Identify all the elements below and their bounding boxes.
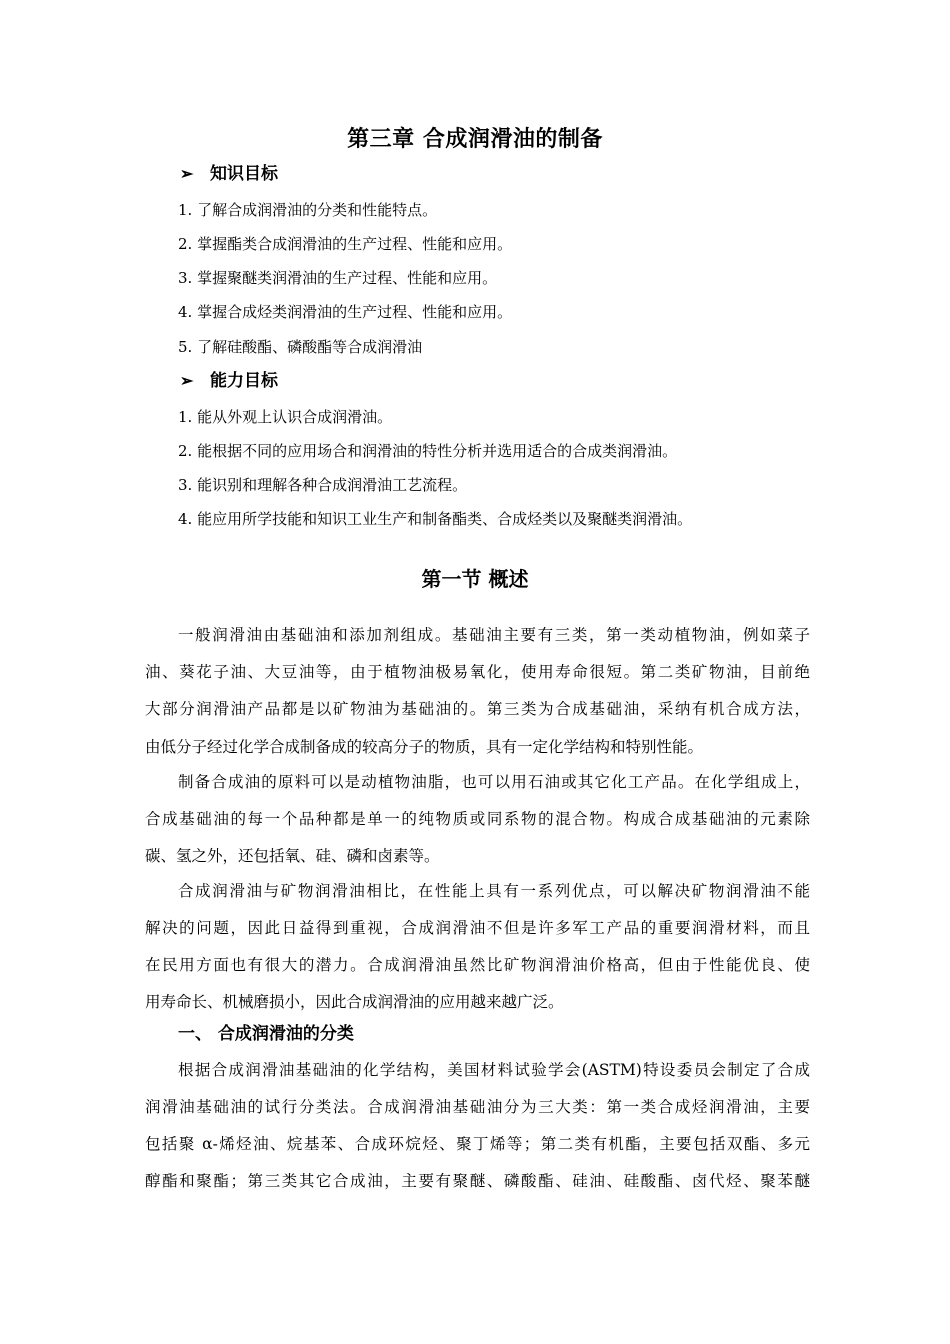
paragraph-line: 润滑油基础油的试行分类法。合成润滑油基础油分为三大类：第一类合成烃润滑油，主要 bbox=[145, 1098, 810, 1116]
paragraph-line: 用寿命长、机械磨损小，因此合成润滑油的应用越来越广泛。 bbox=[145, 993, 564, 1011]
ability-goal-item: 1. 能从外观上认识合成润滑油。 bbox=[178, 408, 393, 426]
ability-goal-item: 4. 能应用所学技能和知识工业生产和制备酯类、合成烃类以及聚醚类润滑油。 bbox=[178, 510, 693, 528]
knowledge-goals-label: 知识目标 bbox=[210, 164, 278, 184]
ability-goals-heading bbox=[180, 369, 278, 393]
subsection-heading: 一、 合成润滑油的分类 bbox=[178, 1024, 354, 1044]
paragraph-line: 包括聚 α-烯烃油、烷基苯、合成环烷烃、聚丁烯等；第二类有机酯，主要包括双酯、多元 bbox=[145, 1135, 810, 1153]
arrow-bullet-icon: ➢ bbox=[180, 371, 194, 390]
ability-goal-item: 3. 能识别和理解各种合成润滑油工艺流程。 bbox=[178, 476, 468, 494]
paragraph-line: 解决的问题，因此日益得到重视，合成润滑油不但是许多军工产品的重要润滑材料，而且 bbox=[145, 919, 810, 937]
paragraph-line: 制备合成油的原料可以是动植物油脂，也可以用石油或其它化工产品。在化学组成上， bbox=[178, 773, 810, 791]
paragraph-line: 油、葵花子油、大豆油等，由于植物油极易氧化，使用寿命很短。第二类矿物油，目前绝 bbox=[145, 663, 810, 681]
paragraph-line: 合成基础油的每一个品种都是单一的纯物质或同系物的混合物。构成合成基础油的元素除 bbox=[145, 810, 810, 828]
paragraph-line: 根据合成润滑油基础油的化学结构，美国材料试验学会(ASTM)特设委员会制定了合成 bbox=[178, 1061, 810, 1079]
knowledge-goal-item: 4. 掌握合成烃类润滑油的生产过程、性能和应用。 bbox=[178, 303, 513, 321]
knowledge-goal-item: 1. 了解合成润滑油的分类和性能特点。 bbox=[178, 201, 438, 219]
paragraph-line: 碳、氢之外，还包括氧、硅、磷和卤素等。 bbox=[145, 847, 440, 865]
ability-goal-item: 2. 能根据不同的应用场合和润滑油的特性分析并选用适合的合成类润滑油。 bbox=[178, 442, 678, 460]
paragraph-line: 一般润滑油由基础油和添加剂组成。基础油主要有三类，第一类动植物油，例如菜子 bbox=[178, 626, 810, 644]
ability-goals-label: 能力目标 bbox=[210, 371, 278, 391]
paragraph-line: 在民用方面也有很大的潜力。合成润滑油虽然比矿物润滑油价格高，但由于性能优良、使 bbox=[145, 956, 810, 974]
knowledge-goals-heading bbox=[180, 162, 278, 186]
paragraph-line: 醇酯和聚酯；第三类其它合成油，主要有聚醚、磷酸酯、硅油、硅酸酯、卤代烃、聚苯醚 bbox=[145, 1172, 810, 1190]
knowledge-goal-item: 5. 了解硅酸酯、磷酸酯等合成润滑油 bbox=[178, 338, 423, 356]
paragraph-line: 大部分润滑油产品都是以矿物油为基础油的。第三类为合成基础油，采纳有机合成方法， bbox=[145, 700, 810, 718]
paragraph-line: 合成润滑油与矿物润滑油相比，在性能上具有一系列优点，可以解决矿物润滑油不能 bbox=[178, 882, 810, 900]
section-title: 第一节 概述 bbox=[421, 567, 529, 591]
knowledge-goal-item: 3. 掌握聚醚类润滑油的生产过程、性能和应用。 bbox=[178, 269, 498, 287]
arrow-bullet-icon: ➢ bbox=[180, 164, 194, 183]
chapter-title: 第三章 合成润滑油的制备 bbox=[347, 126, 603, 152]
paragraph-line: 由低分子经过化学合成制备成的较高分子的物质，具有一定化学结构和特别性能。 bbox=[145, 738, 704, 756]
knowledge-goal-item: 2. 掌握酯类合成润滑油的生产过程、性能和应用。 bbox=[178, 235, 513, 253]
